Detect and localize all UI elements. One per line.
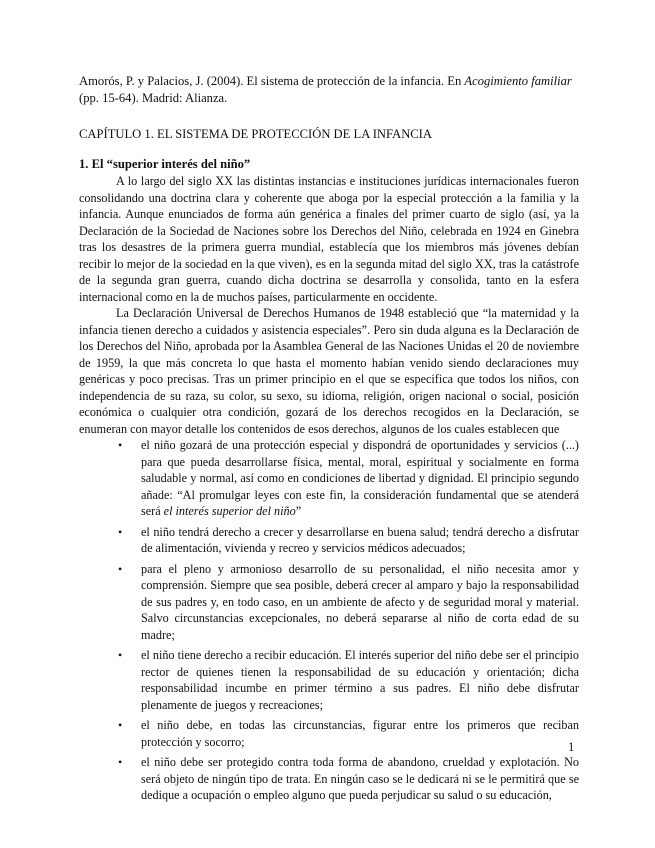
list-item-emphasis: el interés superior del niño [163,504,296,518]
list-item [79,524,579,557]
bullet-icon: • [118,718,123,732]
list-item [79,717,579,750]
list-item-text: para el pleno y armonioso desarrollo de su personalidad, el niño necesita amor y comprensión. Siempre que sea posible, deberá crecer al amparo y bajo la responsabilidad de sus padres y, en todo caso, en un ambiente de afecto y de seguridad moral y material. Salvo circunstancias excepcionales, no deberá separarse al niño de corta edad de su madre; [141,561,579,642]
list-item-text: el niño debe ser protegido contra toda forma de abandono, crueldad y explotación. No será objeto de ningún tipo de trata. En ningún caso se le dedicará ni se le permitirá que se dedique a ocupación o empleo alguno que pueda perjudicar su salud o su educación, [141,755,579,802]
bullet-icon: • [118,438,123,452]
body-text [79,173,579,808]
section-title: 1. El “superior interés del niño” [79,157,251,171]
list-item-text: el niño debe, en todas las circunstancias, figurar entre los primeros que reciban protección y socorro; [141,718,579,749]
bullet-icon: • [118,755,123,769]
list-item-text: el niño tendrá derecho a crecer y desarrollarse en buena salud; tendrá derecho a disfrutar de alimentación, vivienda y recreo y servicios médicos adecuados; [141,524,579,555]
list-item [79,561,579,644]
list-item-text: el niño tiene derecho a recibir educación. El interés superior del niño debe ser el principio rector de quienes tienen la responsabilidad de su educación y orientación; dicha responsabilidad incumbe en primer término a sus padres. El niño debe disfrutar plenamente de juegos y recreaciones; [141,648,579,712]
paragraph: A lo largo del siglo XX las distintas instancias e instituciones jurídicas internacionales fueron consolidando una doctrina clara y coherente que aboga por la especial protección a la familia y la infancia. Aunque enunciados de forma aún genérica a finales del primer cuarto de siglo (así, ya la Declaración de la Sociedad de Naciones sobre los Derechos del Niño, celebrada en 1924 en Ginebra tras los desastres de la primera guerra mundial, establecía que los miembros más jóvenes debían recibir lo mejor de la sociedad en la que viven), es en la segunda mitad del siglo XX, tras la catástrofe de la segunda gran guerra, cuando dicha doctrina se desarrolla y consolida, tanto en la esfera internacional como en la de muchos países, particularmente en occidente. [79,174,579,304]
bullet-icon: • [118,561,123,576]
citation-book-title: Acogimiento familiar [464,74,572,88]
list-item [79,647,579,713]
bullet-icon: • [118,524,123,539]
citation-details: (pp. 15-64). Madrid: Alianza. [79,91,228,105]
rights-list [79,437,579,804]
bullet-icon: • [118,648,123,662]
paragraph: La Declaración Universal de Derechos Humanos de 1948 estableció que “la maternidad y la infancia tienen derecho a cuidados y asistencia especiales”. Pero sin duda alguna es la Declaración de los Derechos del Niño, aprobada por la Asamblea General de las Naciones Unidas el 20 de noviembre de 1959, la que más concreta lo que hasta el momento habían venido siendo declaraciones muy genéricas y poco precisas. Tras un primer principio en el que se especifica que todos los niños, con independencia de su raza, su color, su sexo, su idioma, religión, origen nacional o social, posición económica o cualquier otra condición, gozará de los derechos recogidos en la Declaración, se enumeran con mayor detalle los contenidos de esos derechos, algunos de los cuales establecen que [79,306,579,436]
citation [79,73,579,107]
chapter-title: CAPÍTULO 1. EL SISTEMA DE PROTECCIÓN DE LA INFANCIA [79,127,432,141]
list-item [79,437,579,520]
list-item-text: el niño gozará de una protección especial y dispondrá de oportunidades y servicios (...) para que pueda desarrollarse física, mental, moral, espiritual y socialmente en forma saludable y normal, así como en condiciones de libertad y dignidad. El principio segundo añade: “Al promulgar leyes con este fin, la consideración fundamental que se atenderá será [141,438,579,518]
list-item [79,754,579,804]
list-item-closing-quote: ” [295,504,302,518]
citation-authors: Amorós, P. y Palacios, J. (2004). El sistema de protección de la infancia. En [79,74,465,88]
page-number: 1 [568,740,575,754]
